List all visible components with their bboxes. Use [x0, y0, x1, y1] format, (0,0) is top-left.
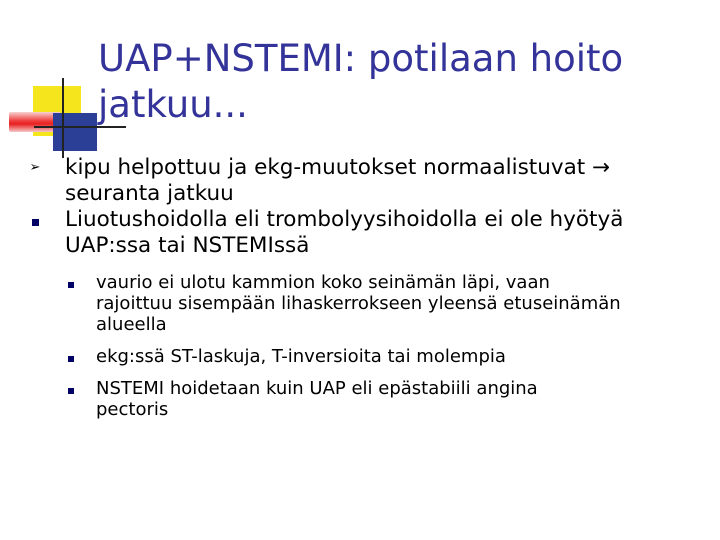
bullet-text-line: seuranta jatkuu	[65, 181, 234, 206]
slide-content	[0, 155, 720, 431]
arrow-bullet-icon: ➢	[29, 160, 41, 175]
square-bullet-icon	[25, 207, 45, 233]
sub-bullet-text-line: vaurio ei ulotu kammion koko seinämän läpi, vaan	[96, 272, 550, 293]
bullet-text-line: Liuotushoidolla eli trombolyysihoidolla ei ole hyötyä	[65, 207, 624, 232]
sub-bullet-text-line: alueella	[96, 314, 167, 335]
square-bullet-icon	[64, 272, 78, 293]
sub-bullet-text-line: pectoris	[96, 399, 169, 420]
sub-bullet-text-line: rajoittuu sisempään lihaskerrokseen yleensä etuseinämän	[96, 293, 621, 314]
bullet-text-line: UAP:ssa tai NSTEMIssä	[65, 233, 310, 258]
square-bullet-icon	[64, 378, 78, 399]
logo-vertical-line	[62, 78, 64, 158]
logo-blue-block	[53, 113, 97, 151]
sub-bullet-item	[0, 346, 708, 367]
sub-bullet-item	[0, 272, 708, 335]
bullet-item	[0, 207, 715, 259]
sub-bullet-text-line: NSTEMI hoidetaan kuin UAP eli epästabiili angina	[96, 378, 538, 399]
bullet-text-line: kipu helpottuu ja ekg-muutokset normaalistuvat →	[65, 155, 611, 180]
slide-title-line: jatkuu...	[98, 83, 248, 126]
bullet-item	[0, 155, 715, 207]
slide-title	[98, 36, 698, 128]
sub-bullet-text-line: ekg:ssä ST-laskuja, T-inversioita tai molempia	[96, 346, 506, 367]
slide-title-line: UAP+NSTEMI: potilaan hoito	[98, 37, 624, 80]
square-bullet-icon	[64, 346, 78, 367]
sub-bullet-item	[0, 378, 708, 420]
sub-bullet-list	[0, 272, 720, 420]
